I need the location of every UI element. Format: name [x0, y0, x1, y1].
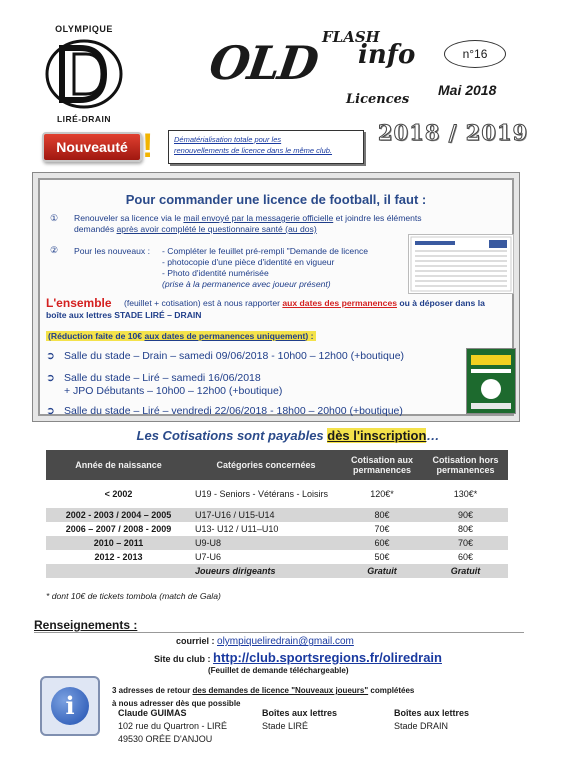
cell-year: 2002 - 2003 / 2004 – 2005: [46, 508, 191, 522]
step-1-marker: ①: [50, 213, 59, 223]
cell-fee-perm: Gratuit: [341, 564, 423, 578]
step-2-marker: ②: [50, 245, 59, 255]
session-lire-1-text: Salle du stade – Liré – samedi 16/06/2018: [64, 372, 261, 384]
ensemble-text-b: aux dates des permanences: [282, 298, 397, 308]
ensemble-label: L'ensemble: [46, 296, 112, 310]
arrow-icon: ➲: [46, 372, 55, 384]
info-divider: [34, 632, 524, 633]
address-guimas-name: Claude GUIMAS: [118, 708, 187, 718]
masthead-flash: FLASH: [322, 28, 380, 46]
new-item-3: - Photo d'identité numérisée: [162, 268, 269, 278]
ensemble-text: [124, 298, 508, 309]
mail-label: courriel :: [176, 636, 218, 646]
address-guimas: [118, 707, 227, 746]
cell-fee-off: 70€: [423, 536, 508, 550]
arrow-icon: ➲: [46, 405, 55, 417]
address-drain-label: Boîtes aux lettres: [394, 708, 470, 718]
renew-text-d: après avoir complété le questionnaire santé (au dos): [116, 224, 317, 234]
cell-fee-perm: 80€: [341, 508, 423, 522]
season-title: 2018 / 2019: [378, 120, 529, 145]
address-lire-place: Stade LIRÉ: [262, 721, 309, 731]
news-line-1: Dématérialisation totale pour les: [174, 135, 282, 144]
masthead-info: info: [358, 40, 416, 70]
club-logo: [38, 24, 130, 128]
cell-category: U17-U16 / U15-U14: [191, 508, 341, 522]
mail-link[interactable]: olympiqueliredrain@gmail.com: [217, 636, 354, 647]
ensemble-text-a: (feuillet + cotisation) est à nous rapporter: [124, 298, 283, 308]
col-header-fee-off: Cotisation hors permanences: [423, 450, 508, 480]
info-title: Renseignements :: [34, 618, 138, 632]
cell-fee-off: 90€: [423, 508, 508, 522]
cell-year: 2010 – 2011: [46, 536, 191, 550]
address-guimas-city: 49530 ORÉE D'ANJOU: [118, 734, 213, 744]
address-drain-place: Stade DRAIN: [394, 721, 449, 731]
new-item-2: - photocopie d'une pièce d'identité en vigueur: [162, 257, 335, 267]
cell-category: U7-U6: [195, 552, 222, 562]
event-poster: [466, 348, 516, 414]
issue-number: n°16: [444, 40, 506, 68]
table-row: [46, 508, 508, 522]
reduction-text-c: ) :: [305, 331, 314, 341]
masthead-licences: Licences: [346, 92, 410, 107]
cell-category: Joueurs dirigeants: [191, 564, 341, 578]
nouveaute-label: Nouveauté: [42, 132, 142, 162]
masthead: [206, 28, 420, 118]
cell-year: 2006 – 2007 / 2008 - 2009: [65, 524, 172, 534]
reduction-note: [46, 331, 316, 341]
session-lire-1: [46, 372, 261, 385]
cell-fee-off: 130€*: [453, 489, 478, 499]
address-drain: [394, 707, 469, 733]
fees-title-b: dès l'inscription: [327, 428, 427, 443]
reduction-text-a: (Réduction faite de 10€: [48, 331, 145, 341]
table-row: [46, 536, 508, 550]
step-1-text: [74, 213, 504, 235]
address-guimas-street: 102 rue du Quartron - LIRÉ: [118, 721, 228, 731]
address-intro-d: à nous adresser dès que possible: [112, 699, 241, 708]
ensemble-text-c: ou à déposer dans la: [397, 298, 485, 308]
session-lire-2-text: Salle du stade – Liré – vendredi 22/06/2018 - 18h00 – 20h00 (+boutique): [64, 405, 403, 417]
nouveaute-badge: [42, 126, 152, 168]
col-header-category: Catégories concernées: [191, 450, 341, 480]
site-note: (Feuillet de demande téléchargeable): [208, 666, 349, 675]
renew-text-c: demandés: [74, 224, 117, 234]
info-icon-glyph: i: [51, 687, 89, 725]
logo-top-text: OLYMPIQUE: [55, 24, 113, 34]
cell-fee-off: 60€: [457, 552, 474, 562]
col-header-year: Année de naissance: [46, 450, 191, 480]
table-row: [46, 522, 508, 536]
fees-header-row: [46, 450, 508, 480]
new-item-4: (prise à la permanence avec joueur présent): [162, 279, 331, 289]
renew-text-b: et joindre les éléments: [333, 213, 422, 223]
new-item-1: - Compléter le feuillet pré-rempli "Demande de licence: [162, 246, 369, 256]
address-intro-c: complétées: [368, 686, 415, 695]
cell-year: [46, 564, 191, 578]
address-intro-b: des demandes de licence "Nouveaux joueurs": [192, 686, 369, 695]
site-label: Site du club :: [154, 654, 214, 664]
session-drain-text: Salle du stade – Drain – samedi 09/06/2018 - 10h00 – 12h00 (+boutique): [64, 350, 405, 362]
cell-category: U13- U12 / U11–U10: [195, 524, 279, 534]
cell-year: < 2002: [104, 489, 133, 499]
cell-fee-perm: 60€: [341, 536, 423, 550]
table-row: [46, 564, 508, 578]
logo-bottom-text: LIRÉ-DRAIN: [56, 114, 112, 124]
fees-table: [46, 450, 508, 578]
site-link[interactable]: http://club.sportsregions.fr/oliredrain: [213, 650, 442, 665]
new-players-list: [162, 246, 410, 290]
session-lire-2: [46, 405, 403, 418]
new-players-label: Pour les nouveaux :: [74, 246, 150, 256]
info-icon: [40, 676, 100, 736]
order-title: Pour commander une licence de football, il faut :: [125, 192, 427, 207]
col-header-fee-perm: Cotisation aux permanences: [341, 450, 423, 480]
contact-site: [154, 650, 442, 665]
renew-link[interactable]: mail envoyé par la messagerie officielle: [183, 213, 334, 223]
table-row: [46, 480, 508, 508]
fees-title-a: Les Cotisations sont payables: [136, 428, 328, 443]
fees-title: [0, 428, 576, 443]
contact-mail: [176, 636, 354, 647]
cell-category: U19 - Seniors - Vétérans - Loisirs: [195, 489, 329, 499]
logo-emblem-icon: [44, 34, 124, 114]
poster-image-icon: [467, 349, 515, 413]
cell-year: 2012 - 2013: [94, 552, 143, 562]
reduction-text-b: aux dates de permanences uniquement: [144, 331, 306, 341]
address-lire-label: Boîtes aux lettres: [262, 708, 338, 718]
renew-text-a: Renouveler sa licence via le: [74, 213, 184, 223]
address-intro-a: 3 adresses de retour: [112, 686, 193, 695]
form-preview-icon: [409, 235, 513, 293]
fees-title-c: …: [426, 428, 440, 443]
cell-fee-perm: 50€: [374, 552, 390, 562]
cell-fee-perm: 70€: [374, 524, 390, 534]
news-line-2: renouvellements de licence dans le même club.: [174, 146, 333, 155]
cell-fee-perm: 120€*: [370, 489, 394, 499]
session-jpo: + JPO Débutants – 10h00 – 12h00 (+boutique): [64, 385, 283, 397]
cell-fee-off: Gratuit: [423, 564, 508, 578]
address-lire: [262, 707, 337, 733]
issue-date: Mai 2018: [438, 82, 497, 98]
masthead-old: OLD: [206, 36, 321, 90]
arrow-icon: ➲: [46, 350, 55, 362]
session-drain: [46, 350, 404, 363]
fees-footnote: * dont 10€ de tickets tombola (match de Gala): [46, 591, 221, 601]
cell-category: U9-U8: [191, 536, 341, 550]
cell-fee-off: 80€: [457, 524, 474, 534]
exclamation-icon: !: [142, 127, 154, 165]
licence-form-thumbnail: [408, 234, 514, 294]
table-row: [46, 550, 508, 564]
ensemble-mailbox: boîte aux lettres STADE LIRÉ – DRAIN: [46, 310, 202, 320]
news-callout: [168, 130, 364, 164]
